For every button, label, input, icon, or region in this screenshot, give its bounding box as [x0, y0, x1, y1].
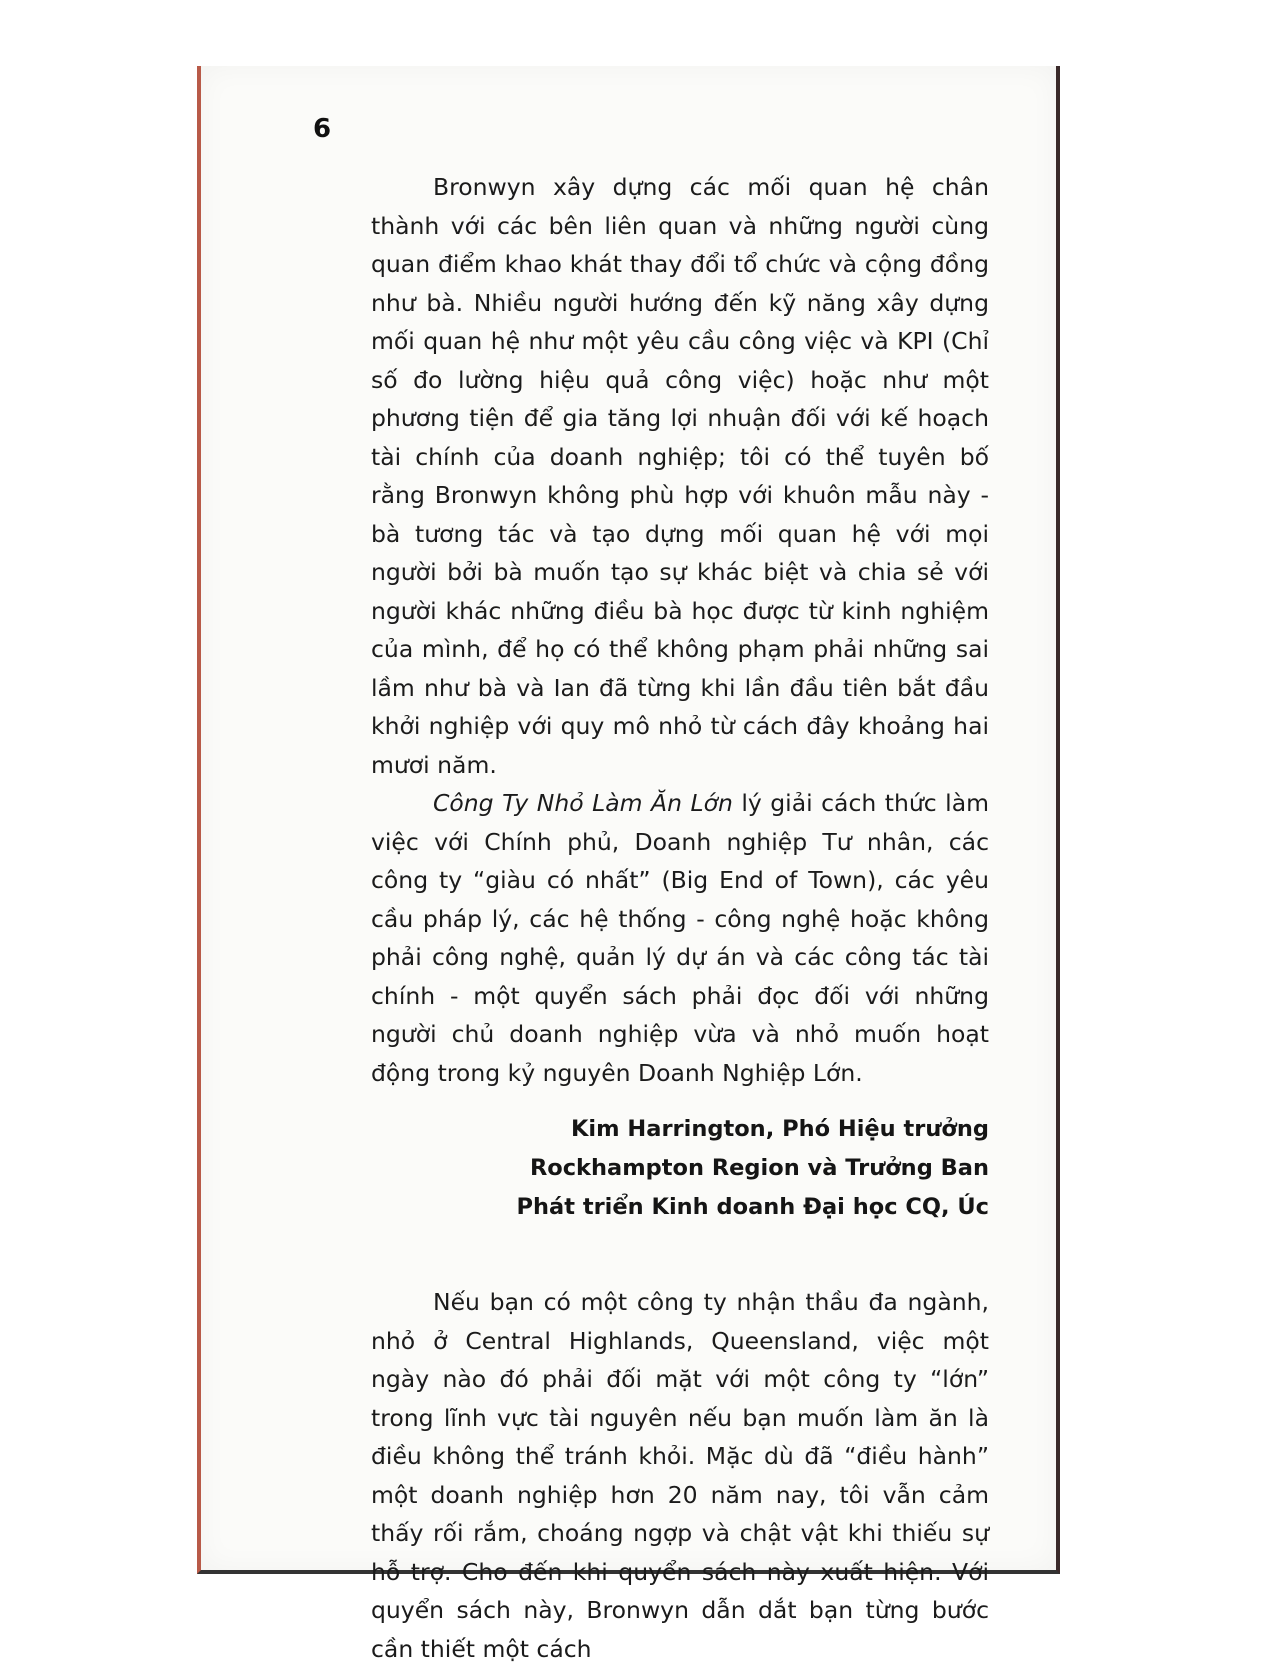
testimonial-1-attribution	[371, 1110, 989, 1227]
page-number: 6	[313, 114, 332, 144]
testimonial-1-paragraph-1: Bronwyn xây dựng các mối quan hệ chân thành với các bên liên quan và những người cùng quan điểm khao khát thay đổi tổ chức và cộng đồng như bà. Nhiều người hướng đến kỹ năng xây dựng mối quan hệ như một yêu cầu công việc và KPI (Chỉ số đo lường hiệu quả công việc) hoặc như một phương tiện để gia tăng lợi nhuận đối với kế hoạch tài chính của doanh nghiệp; tôi có thể tuyên bố rằng Bronwyn không phù hợp với khuôn mẫu này - bà tương tác và tạo dựng mối quan hệ với mọi người bởi bà muốn tạo sự khác biệt và chia sẻ với người khác những điều bà học được từ kinh nghiệm của mình, để họ có thể không phạm phải những sai lầm như bà và Ian đã từng khi lần đầu tiên bắt đầu khởi nghiệp với quy mô nhỏ từ cách đây khoảng hai mươi năm.	[371, 173, 989, 779]
testimonial-2-paragraph-1: Nếu bạn có một công ty nhận thầu đa ngành, nhỏ ở Central Highlands, Queensland, việc một ngày nào đó phải đối mặt với một công ty “lớn” trong lĩnh vực tài nguyên nếu bạn muốn làm ăn là điều không thể tránh khỏi. Mặc dù đã “điều hành” một doanh nghiệp hơn 20 năm nay, tôi vẫn cảm thấy rối rắm, choáng ngợp và chật vật khi thiếu sự hỗ trợ. Cho đến khi quyển sách này xuất hiện. Với quyển sách này, Bronwyn dẫn dắt bạn từng bước cần thiết một cách	[371, 1288, 989, 1663]
testimonial-2	[371, 1283, 989, 1668]
attribution-line-1: Kim Harrington, Phó Hiệu trưởng	[571, 1116, 989, 1142]
attribution-line-3: Phát triển Kinh doanh Đại học CQ, Úc	[516, 1194, 989, 1220]
testimonial-1-paragraph-2	[371, 784, 989, 1092]
book-page	[197, 66, 1060, 1663]
testimonial-1	[371, 168, 989, 1227]
book-title: Công Ty Nhỏ Làm Ăn Lớn	[433, 789, 733, 817]
testimonial-1-paragraph-2-text: lý giải cách thức làm việc với Chính phủ, Doanh nghiệp Tư nhân, các công ty “giàu có nhất” (Big End of Town), các yêu cầu pháp lý, các hệ thống - công nghệ hoặc không phải công nghệ, quản lý dự án và các công tác tài chính - một quyển sách phải đọc đối với những người chủ doanh nghiệp vừa và nhỏ muốn hoạt động trong kỷ nguyên Doanh Nghiệp Lớn.	[371, 789, 989, 1087]
attribution-line-2: Rockhampton Region và Trưởng Ban	[529, 1155, 989, 1181]
page-body	[371, 168, 989, 1668]
